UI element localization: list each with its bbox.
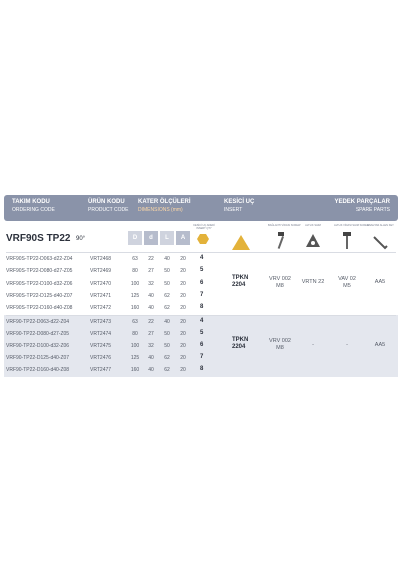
ordering-code-header: TAKIM KODU	[12, 199, 50, 205]
ordering-code: VRF90S-TP22-D080-d27-Z05	[6, 268, 73, 274]
product-code: VRT2471	[90, 293, 112, 299]
dimensions-header: KATER ÖLÇÜLERİ	[138, 199, 191, 205]
spare-shim-screw: -	[346, 342, 348, 348]
insert-name: TPKN 2204	[232, 275, 249, 288]
table-row: VRF90S-TP22-D063-d22-Z04 VRT2468 63 22 40 20 4	[6, 255, 204, 262]
insert-name: TPKN 2204	[232, 337, 249, 350]
screw-icon	[272, 232, 288, 250]
table-row: VRF90-TP22-D160-d40-Z08 VRT2477 160 40 62 20 8	[6, 366, 204, 373]
product-code-header-en: PRODUCT CODE	[88, 207, 129, 213]
table-row: VRF90S-TP22-D080-d27-Z05 VRT2469 80 27 50 20 5	[6, 267, 204, 274]
screw-header: BAĞLANTI VİDASI SCREW	[268, 224, 301, 227]
spare-parts-header: YEDEK PARÇALAR	[334, 199, 390, 205]
ordering-code: VRF90-TP22-D080-d27-Z05	[6, 331, 70, 337]
dim-header-L: L	[160, 231, 174, 245]
ordering-code: VRF90-TP22-D160-d40-Z08	[6, 367, 70, 373]
insert-header-en: INSERT	[224, 207, 243, 213]
spare-allen-key: AA5	[374, 342, 386, 348]
ordering-code: VRF90-TP22-D063-d22-Z04	[6, 319, 70, 325]
spare-screw: VRV 002 M8	[269, 276, 291, 289]
dim-header-A: A	[176, 231, 190, 245]
product-code: VRT2474	[90, 331, 112, 337]
ordering-code: VRF90S-TP22-D063-d22-Z04	[6, 256, 73, 262]
product-code: VRT2468	[90, 256, 112, 262]
ordering-code: VRF90S-TP22-D100-d32-Z06	[6, 281, 73, 287]
table-row: VRF90S-TP22-D100-d32-Z06 VRT2470 100 32 50 20 6	[6, 280, 204, 287]
spare-shim: -	[312, 342, 314, 348]
shim-screw-icon	[340, 232, 354, 250]
product-code: VRT2473	[90, 319, 112, 325]
product-code-header: ÜRÜN KODU	[88, 199, 125, 205]
spare-parts-header-en: SPARE PARTS	[355, 207, 390, 213]
product-code: VRT2476	[90, 355, 112, 361]
product-code: VRT2469	[90, 268, 112, 274]
shim-screw-header: ALTLIK VİDASI SHIM SCREW	[334, 224, 370, 227]
product-code: VRT2472	[90, 305, 112, 311]
triangle-insert-icon	[232, 235, 250, 250]
dim-header-d: d	[144, 231, 158, 245]
product-code: VRT2470	[90, 281, 112, 287]
spare-shim-screw: VAV 02 M5	[338, 276, 356, 289]
ordering-code: VRF90S-TP22-D160-d40-Z08	[6, 305, 73, 311]
table-row: VRF90S-TP22-D160-d40-Z08 VRT2472 160 40 62 20 8	[6, 304, 204, 311]
dim-header-D: D	[128, 231, 142, 245]
spare-allen-key: AA5	[374, 279, 386, 285]
table-row: VRF90-TP22-D125-d40-Z07 VRT2476 125 40 62 20 7	[6, 354, 204, 361]
ordering-code: VRF90-TP22-D100-d32-Z06	[6, 343, 70, 349]
table-row: VRF90S-TP22-D125-d40-Z07 VRT2471 125 40 62 20 7	[6, 292, 204, 299]
product-family-title: VRF90S TP22	[6, 233, 71, 244]
table-row: VRF90-TP22-D063-d22-Z04 VRT2473 63 22 40 20 4	[6, 318, 204, 325]
allen-key-icon	[372, 234, 388, 250]
ordering-code-header-en: ORDERING CODE	[12, 207, 55, 213]
spare-screw: VRV 002 M8	[269, 338, 291, 351]
insert-qty-header: KESİCİ UÇ ADEDİ INSERT QTY	[193, 224, 215, 230]
ordering-code: VRF90-TP22-D125-d40-Z07	[6, 355, 70, 361]
allen-key-header: ANAHTAR ALLEN KEY	[367, 224, 394, 227]
ordering-code: VRF90S-TP22-D125-d40-Z07	[6, 293, 73, 299]
table-row: VRF90-TP22-D100-d32-Z06 VRT2475 100 32 50 20 6	[6, 342, 204, 349]
approach-angle: 90°	[76, 236, 86, 242]
shim-icon	[305, 233, 321, 249]
shim-header: ALTLIK SHIM	[305, 224, 321, 227]
product-code: VRT2477	[90, 367, 112, 373]
insert-header: KESİCİ UÇ	[224, 199, 255, 205]
table-row: VRF90-TP22-D080-d27-Z05 VRT2474 80 27 50 20 5	[6, 330, 204, 337]
insert-qty-icon	[197, 234, 209, 244]
spare-shim: VRTN 22	[301, 279, 325, 285]
product-code: VRT2475	[90, 343, 112, 349]
dimensions-header-en: DIMENSIONS (mm)	[138, 207, 183, 213]
